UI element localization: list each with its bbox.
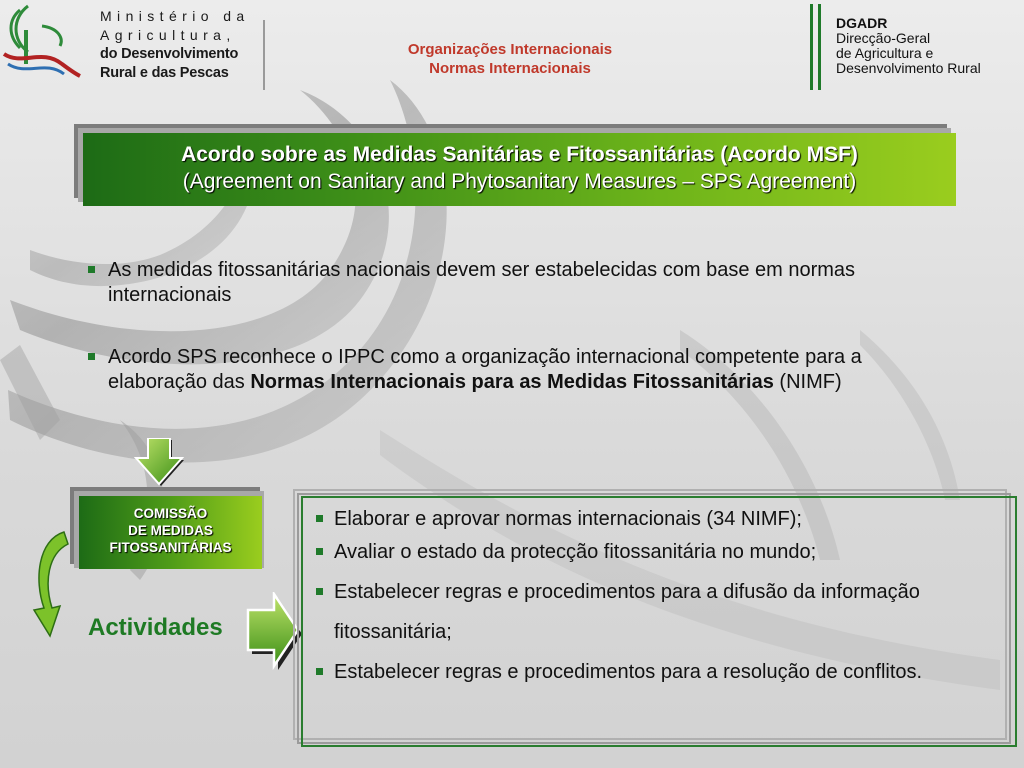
commission-box <box>79 496 262 569</box>
bullet-square-icon <box>88 353 95 360</box>
activity-item-4 <box>314 652 1002 692</box>
header-divider-bar-1 <box>810 4 813 90</box>
commission-line-3: FITOSSANITÁRIAS <box>109 540 232 555</box>
ministry-name <box>100 7 250 83</box>
activities-label: Actividades <box>88 614 223 641</box>
wto-tree-logo <box>2 4 82 88</box>
bullet-square-icon <box>316 515 323 522</box>
ministry-line-4: Rural e das Pescas <box>100 65 229 81</box>
activity-text-3: Estabelecer regras e procedimentos para a difusão da informação fitossanitária; <box>334 581 920 643</box>
bullet-square-icon <box>88 266 95 273</box>
slide-title <box>83 133 956 206</box>
activity-text-1: Elaborar e aprovar normas internacionais (34 NIMF); <box>334 508 802 530</box>
commission-line-2: DE MEDIDAS <box>128 523 213 538</box>
dgadr-line-3: Desenvolvimento Rural <box>836 60 981 76</box>
activities-list <box>314 506 1002 692</box>
bullet-square-icon <box>316 548 323 555</box>
header-divider-left <box>263 20 265 90</box>
bullet-text-2-post: (NIMF) <box>773 371 842 393</box>
activity-text-2: Avaliar o estado da protecção fitossanitária no mundo; <box>334 541 817 563</box>
slide-title-line-2: (Agreement on Sanitary and Phytosanitary Measures – SPS Agreement) <box>182 170 857 193</box>
ministry-line-2: Agricultura, <box>100 27 236 43</box>
activity-text-4: Estabelecer regras e procedimentos para a resolução de conflitos. <box>334 661 923 683</box>
header-subtitle-line-1: Organizações Internacionais <box>407 41 613 58</box>
bullet-item-2 <box>88 345 898 395</box>
header-subtitle <box>340 40 680 78</box>
ministry-line-3: do Desenvolvimento <box>100 46 239 62</box>
bullet-square-icon <box>316 588 323 595</box>
bullet-item-1 <box>88 258 888 308</box>
bullet-text-1: As medidas fitossanitárias nacionais devem ser estabelecidas com base em normas internacionais <box>108 259 856 306</box>
arrow-down-icon <box>134 438 188 488</box>
activity-item-2 <box>314 539 1002 566</box>
dgadr-line-1: Direcção-Geral <box>836 30 931 46</box>
dgadr-title: DGADR <box>836 15 888 31</box>
activity-item-3 <box>314 572 1002 652</box>
commission-line-1: COMISSÃO <box>133 506 208 521</box>
slide-title-line-1: Acordo sobre as Medidas Sanitárias e Fitossanitárias (Acordo MSF) <box>181 143 858 166</box>
bullet-text-2-pre: Acordo SPS reconhece o IPPC como a organização internacional competente para a elaboração das <box>108 346 862 393</box>
dgadr-block <box>836 16 981 76</box>
activity-item-1 <box>314 506 1002 533</box>
header-subtitle-line-2: Normas Internacionais <box>429 60 591 77</box>
bullet-square-icon <box>316 668 323 675</box>
ministry-line-1: Ministério da <box>100 8 250 24</box>
bullet-text-2-bold: Normas Internacionais para as Medidas Fitossanitárias <box>250 371 774 393</box>
dgadr-line-2: de Agricultura e <box>836 45 934 61</box>
curved-arrow-icon <box>30 530 70 638</box>
bullet-list <box>88 258 908 432</box>
header-divider-bar-2 <box>818 4 821 90</box>
